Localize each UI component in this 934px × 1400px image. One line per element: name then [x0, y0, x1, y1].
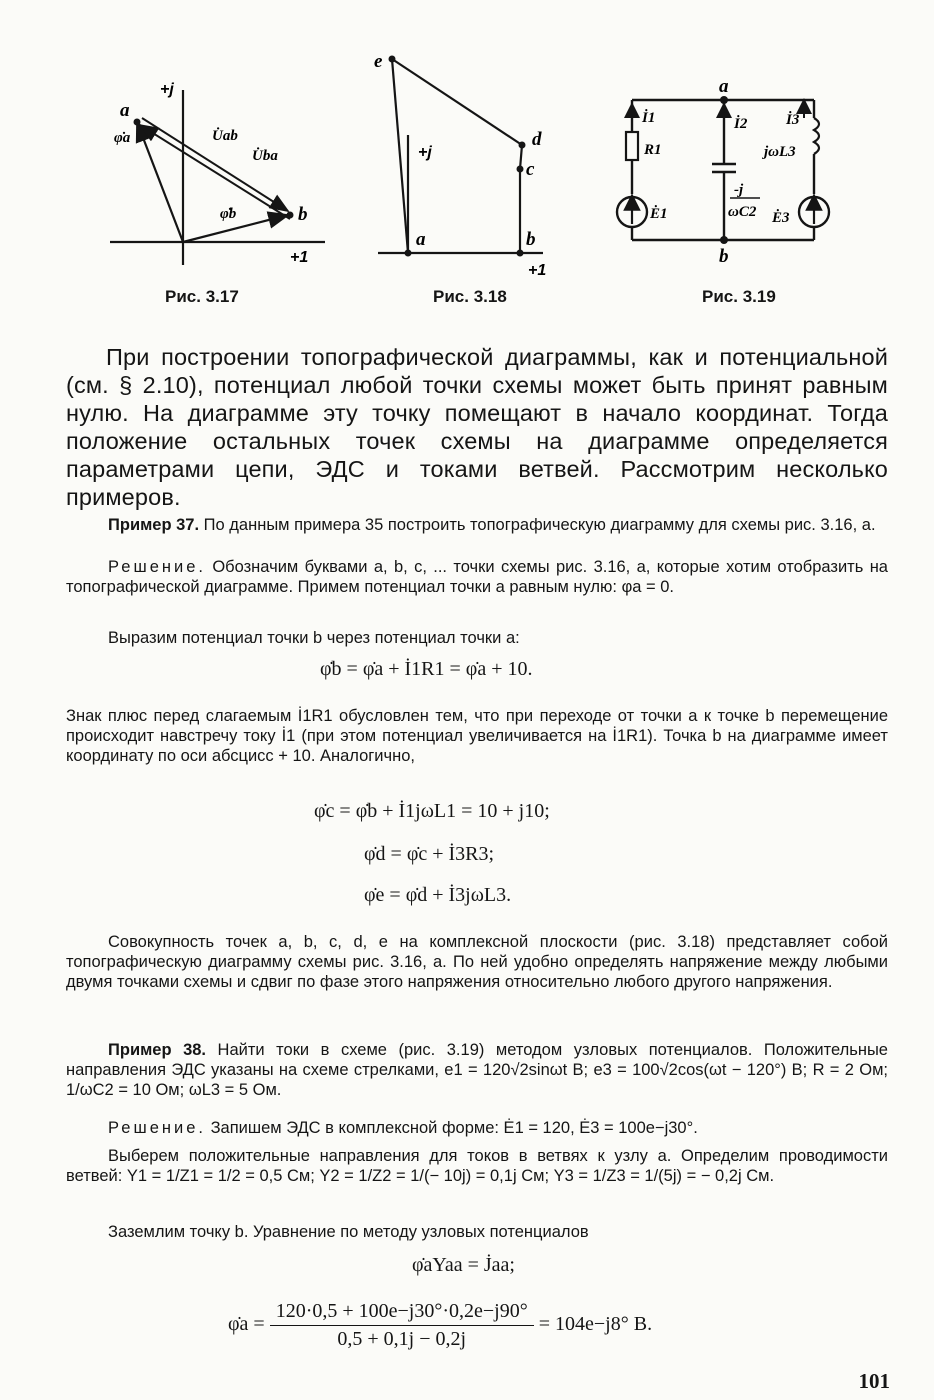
- label-a: a: [416, 229, 426, 250]
- page-number: 101: [858, 1369, 890, 1393]
- label-d: d: [532, 129, 542, 150]
- example-38-task: [66, 1040, 888, 1100]
- point-e: [389, 56, 396, 63]
- label-a: a: [120, 100, 130, 121]
- example-37-title: Пример 37.: [108, 516, 200, 534]
- caption-3-18: Рис. 3.18: [433, 287, 507, 306]
- label-jwl3: jωL3: [764, 144, 796, 160]
- point-b: [287, 212, 294, 219]
- example-38-task-text: Найти токи в схеме (рис. 3.19) методом узловых потенциалов. Положительные направления ЭДС указаны на схеме стрелками, e1 = 120√2sinωt В; e3 = 100√2cos(ωt − 120°) В; R = 2 Ом; 1/ωC2 = 10 Ом; ωL3 = 5 Ом.: [66, 1041, 888, 1099]
- segment-d-c: [520, 145, 522, 169]
- equation-6-denominator: 0,5 + 0,1j − 0,2j: [337, 1328, 467, 1350]
- label-plus-j: +j: [418, 144, 432, 161]
- equation-4: φ̇e = φ̇d + İ3jωL3.: [364, 884, 512, 906]
- figure-3-17: [100, 70, 330, 270]
- point-c: [517, 166, 524, 173]
- segment-e-d: [392, 59, 522, 145]
- example-38-solution-label: Решение.: [108, 1119, 206, 1137]
- label-i3: İ3: [786, 112, 800, 128]
- example-38-choose: Выберем положительные направления для токов в ветвях к узлу а. Определим проводимости ветвей: Y1 = 1/Z1 = 1/2 = 0,5 См; Y2 = 1/Z2 = 1/(− 10j) = 0,1j См; Y3 = 1/Z3 = 1/(5j) = − 0,2j См.: [66, 1147, 888, 1185]
- label-b: b: [526, 229, 536, 250]
- equation-1: φ̇b = φ̇a + İ1R1 = φ̇a + 10.: [320, 658, 533, 680]
- figure-3-18-diagram: [368, 45, 568, 285]
- label-i1: İ1: [642, 110, 656, 126]
- figure-3-19-circuit: [600, 72, 850, 272]
- example-37-express: Выразим потенциал точки b через потенциал точки а:: [108, 629, 520, 647]
- resistor-r1: [626, 132, 638, 160]
- inductor-l3: [814, 118, 819, 154]
- label-b: b: [719, 246, 729, 267]
- example-38-solution-text: Запишем ЭДС в комплексной форме: Ė1 = 120, Ė3 = 100e−j30°.: [210, 1119, 698, 1137]
- label-plus-j: +j: [160, 81, 174, 98]
- segment-a-e: [392, 59, 408, 253]
- equation-3: φ̇d = φ̇c + İ3R3;: [364, 843, 495, 865]
- equation-6-fraction: [270, 1300, 534, 1351]
- label-e1: Ė1: [650, 206, 668, 222]
- label-plus-1: +1: [528, 262, 547, 279]
- example-38-ground: Заземлим точку b. Уравнение по методу узловых потенциалов: [108, 1223, 589, 1241]
- example-37-task: [66, 515, 888, 535]
- figure-3-19: [600, 72, 850, 272]
- label-i2: İ2: [734, 116, 748, 132]
- caption-3-19: Рис. 3.19: [702, 287, 776, 306]
- point-a: [405, 250, 412, 257]
- example-38-solution: [66, 1118, 888, 1138]
- equation-2: φ̇c = φ̇b + İ1jωL1 = 10 + j10;: [314, 800, 550, 822]
- label-cap-num: -j: [734, 182, 744, 198]
- caption-3-17: Рис. 3.17: [165, 287, 239, 306]
- label-cap-den: ωC2: [728, 204, 757, 220]
- example-37-solution-text: Обозначим буквами а, b, c, ... точки схемы рис. 3.16, а, которые хотим отобразить на топографической диаграмме. Примем потенциал точки а равным нулю: φa = 0.: [66, 558, 888, 596]
- label-phi-a: φ̇a: [114, 130, 131, 146]
- label-r1: R1: [644, 142, 662, 158]
- label-u-ba: U̇ba: [252, 148, 278, 164]
- example-37-task-text: По данным примера 35 построить топографическую диаграмму для схемы рис. 3.16, а.: [203, 516, 876, 534]
- equation-6: [228, 1300, 652, 1351]
- label-u-ab: U̇ab: [212, 128, 238, 144]
- label-b: b: [298, 204, 308, 225]
- example-38-title: Пример 38.: [108, 1041, 207, 1059]
- point-d: [519, 142, 526, 149]
- label-phi-b: φ̇b: [220, 206, 237, 222]
- equation-5: φ̇aYaa = J̇aa;: [412, 1254, 515, 1276]
- node-a: [720, 96, 728, 104]
- figure-3-17-diagram: [100, 70, 330, 270]
- node-b: [720, 236, 728, 244]
- intro-paragraph: При построении топографической диаграммы, как и потенциальной (см. § 2.10), потенциал любой точки схемы может быть принят равным нулю. На диаграмме эту точку помещают в начало координат. Тогда положение остальных точек схемы на диаграмме определяется параметрами цепи, ЭДС и токами ветвей. Рассмотрим несколько примеров.: [66, 344, 888, 510]
- figure-3-18: [368, 45, 568, 285]
- label-a: a: [719, 76, 729, 97]
- equation-6-numerator: 120·0,5 + 100e−j30°·0,2e−j90°: [270, 1300, 534, 1326]
- label-e3: Ė3: [772, 210, 790, 226]
- label-c: c: [526, 159, 535, 180]
- label-e: e: [374, 51, 383, 72]
- example-37-explain: Знак плюс перед слагаемым İ1R1 обусловлен тем, что при переходе от точки а к точке b перемещение происходит навстречу току İ1 (при этом потенциал увеличивается на İ1R1). Точка b на диаграмме имеет координату по оси абсцисс + 10. Аналогично,: [66, 707, 888, 765]
- example-37-conclusion: Совокупность точек а, b, c, d, e на комплексной плоскости (рис. 3.18) представляет собой топографическую диаграмму схемы рис. 3.16, а. По ней удобно определять напряжение между любыми двумя точками схемы и сдвиг по фазе этого напряжения относительно любого другого напряжения.: [66, 933, 888, 991]
- point-a: [134, 119, 141, 126]
- equation-6-lhs: φ̇a =: [228, 1313, 265, 1336]
- example-37-solution-label: Решение.: [108, 558, 206, 576]
- equation-6-rhs: = 104e−j8° В.: [538, 1313, 653, 1336]
- label-plus-1: +1: [290, 249, 309, 266]
- example-37-solution: [66, 557, 888, 597]
- point-b: [517, 250, 524, 257]
